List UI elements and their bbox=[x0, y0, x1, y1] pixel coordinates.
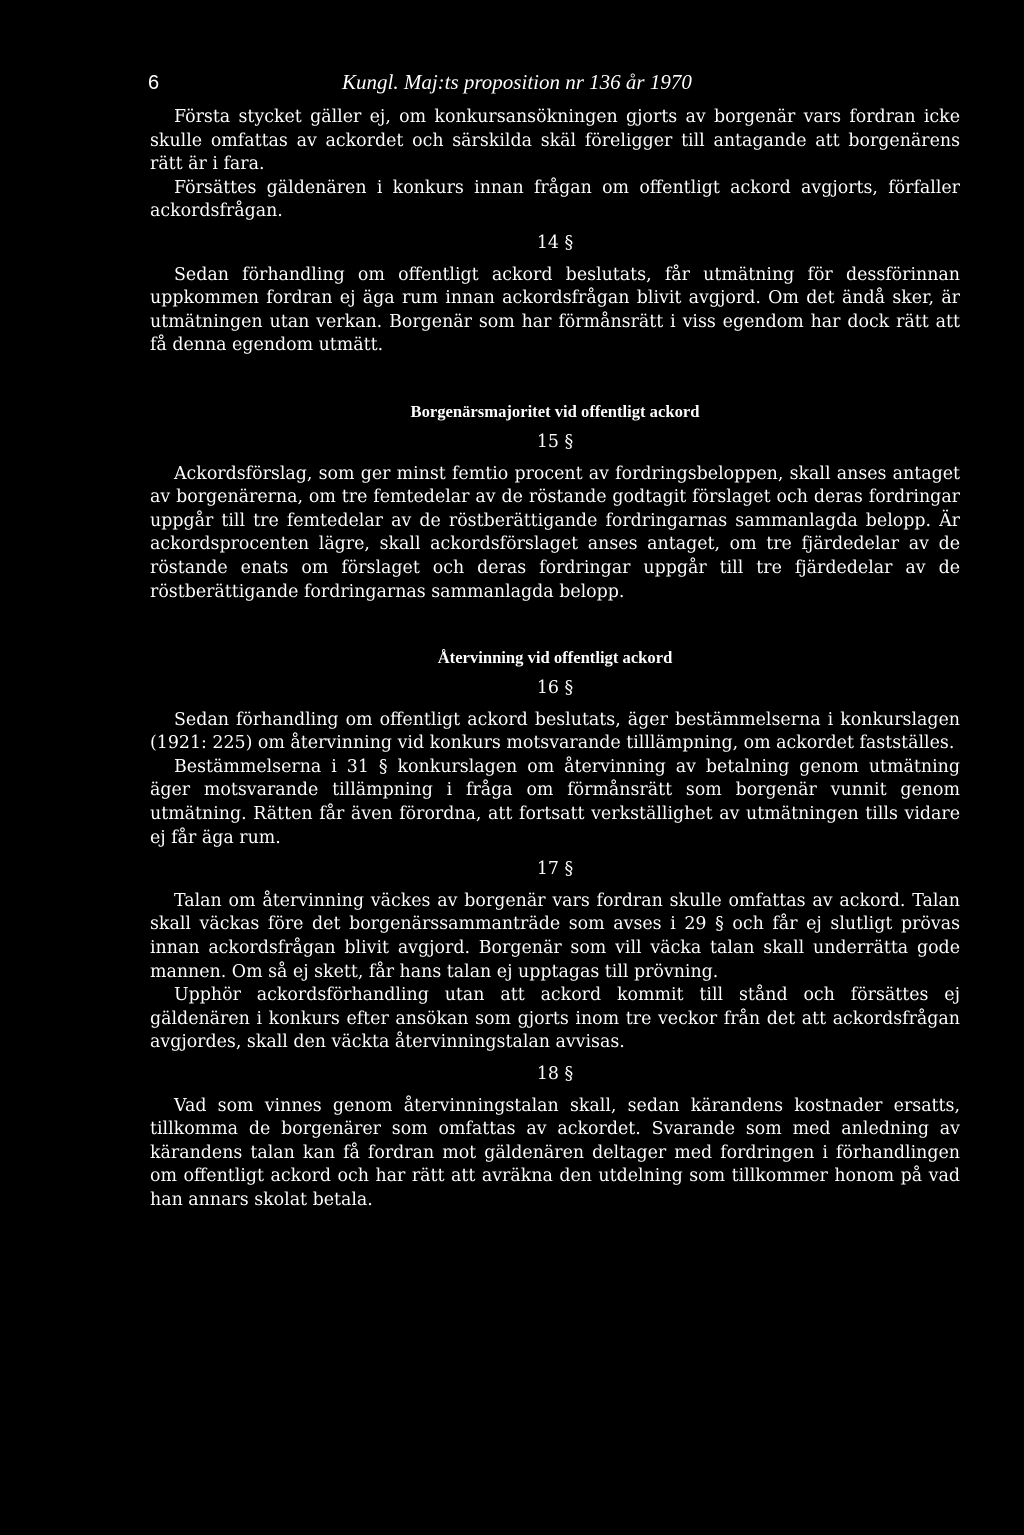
section-14-label: 14 § bbox=[536, 232, 574, 253]
page-number: 6 bbox=[148, 72, 160, 94]
heading-atervinning: Återvinning vid offentligt ackord bbox=[437, 648, 673, 668]
page-header bbox=[150, 70, 960, 106]
section-17-paragraph-1: Talan om återvinning väckes av borgenär vars fordran skulle omfattas av ackord. Talan skall väckas före det borgenärssammanträde som avses i 29 § och får ej slutligt prövas innan ackordsfrågan blivit avgjord. Borgenär som vill väcka talan skall underrätta gode mannen. Om så ej skett, får hans talan ej upptagas till prövning. bbox=[150, 890, 960, 982]
section-17-paragraph-2: Upphör ackordsförhandling utan att ackord kommit till stånd och försättes ej gäldenären i konkurs efter ansökan som gjorts inom tre veckor från det att ackordsfrågan avgjordes, skall den väckta återvinningstalan avvisas. bbox=[150, 985, 960, 1053]
section-16-paragraph-2: Bestämmelserna i 31 § konkurslagen om återvinning av betalning genom utmätning äger motsvarande tillämpning i fråga om förmånsrätt som borgenär vunnit genom utmätning. Rätten får även förordna, att fortsatt verkställighet av utmätningen tills vidare ej får äga rum. bbox=[150, 756, 960, 848]
spacer bbox=[150, 358, 960, 400]
intro-paragraph-2: Försättes gäldenären i konkurs innan frågan om offentligt ackord avgjorts, förfaller ackordsfrågan. bbox=[150, 177, 960, 222]
section-15-label: 15 § bbox=[536, 431, 574, 452]
section-16-paragraph-1: Sedan förhandling om offentligt ackord beslutats, äger bestämmelserna i konkurslagen (1921: 225) om återvinning vid konkurs motsvarande tilllämpning, om ackordet fastställes. bbox=[150, 709, 960, 754]
section-15-paragraph-1: Ackordsförslag, som ger minst femtio procent av fordringsbeloppen, skall anses antaget av borgenärerna, om tre femtedelar av de röstande godtagit förslaget och deras fordringar uppgår till tre femtedelar av de röstberättigande fordringarnas sammanlagda belopp. Är ackordsprocenten lägre, skall ackordsförslaget anses antaget, om tre fjärdedelar av de röstande enats om förslaget och deras fordringar uppgår till tre fjärdedelar av de röstberättigande fordringarnas sammanlagda belopp. bbox=[150, 463, 960, 602]
section-17-label: 17 § bbox=[536, 859, 574, 880]
section-18-paragraph-1: Vad som vinnes genom återvinningstalan skall, sedan kärandens kostnader ersatts, tillkomma de borgenärer som omfattas av ackordet. Svarande som med anledning av kärandens talan kan få fordran mot gäldenären deltager med fordringen i förhandlingen om offentligt ackord och har rätt att avräkna den utdelning som tillkommer honom på vad han annars skolat betala. bbox=[150, 1095, 960, 1210]
spacer bbox=[150, 604, 960, 646]
section-16-label: 16 § bbox=[536, 678, 574, 699]
heading-borgenarsmajoritet: Borgenärsmajoritet vid offentligt ackord bbox=[410, 401, 700, 421]
section-14-paragraph-1: Sedan förhandling om offentligt ackord beslutats, får utmätning för dessförinnan uppkommen fordran ej äga rum innan ackordsfrågan blivit avgjord. Om det ändå sker, är utmätningen utan verkan. Borgenär som har förmånsrätt i viss egendom har dock rätt att få denna egendom utmätt. bbox=[150, 264, 960, 356]
section-18-label: 18 § bbox=[536, 1064, 574, 1084]
document-page bbox=[150, 70, 960, 1213]
intro-paragraph-1: Första stycket gäller ej, om konkursansökningen gjorts av borgenär vars fordran icke skulle omfattas av ackordet och särskilda skäl föreligger till antagande att borgenärens rätt är i fara. bbox=[150, 107, 960, 175]
running-title: Kungl. Maj:ts proposition nr 136 år 1970 bbox=[342, 70, 692, 94]
